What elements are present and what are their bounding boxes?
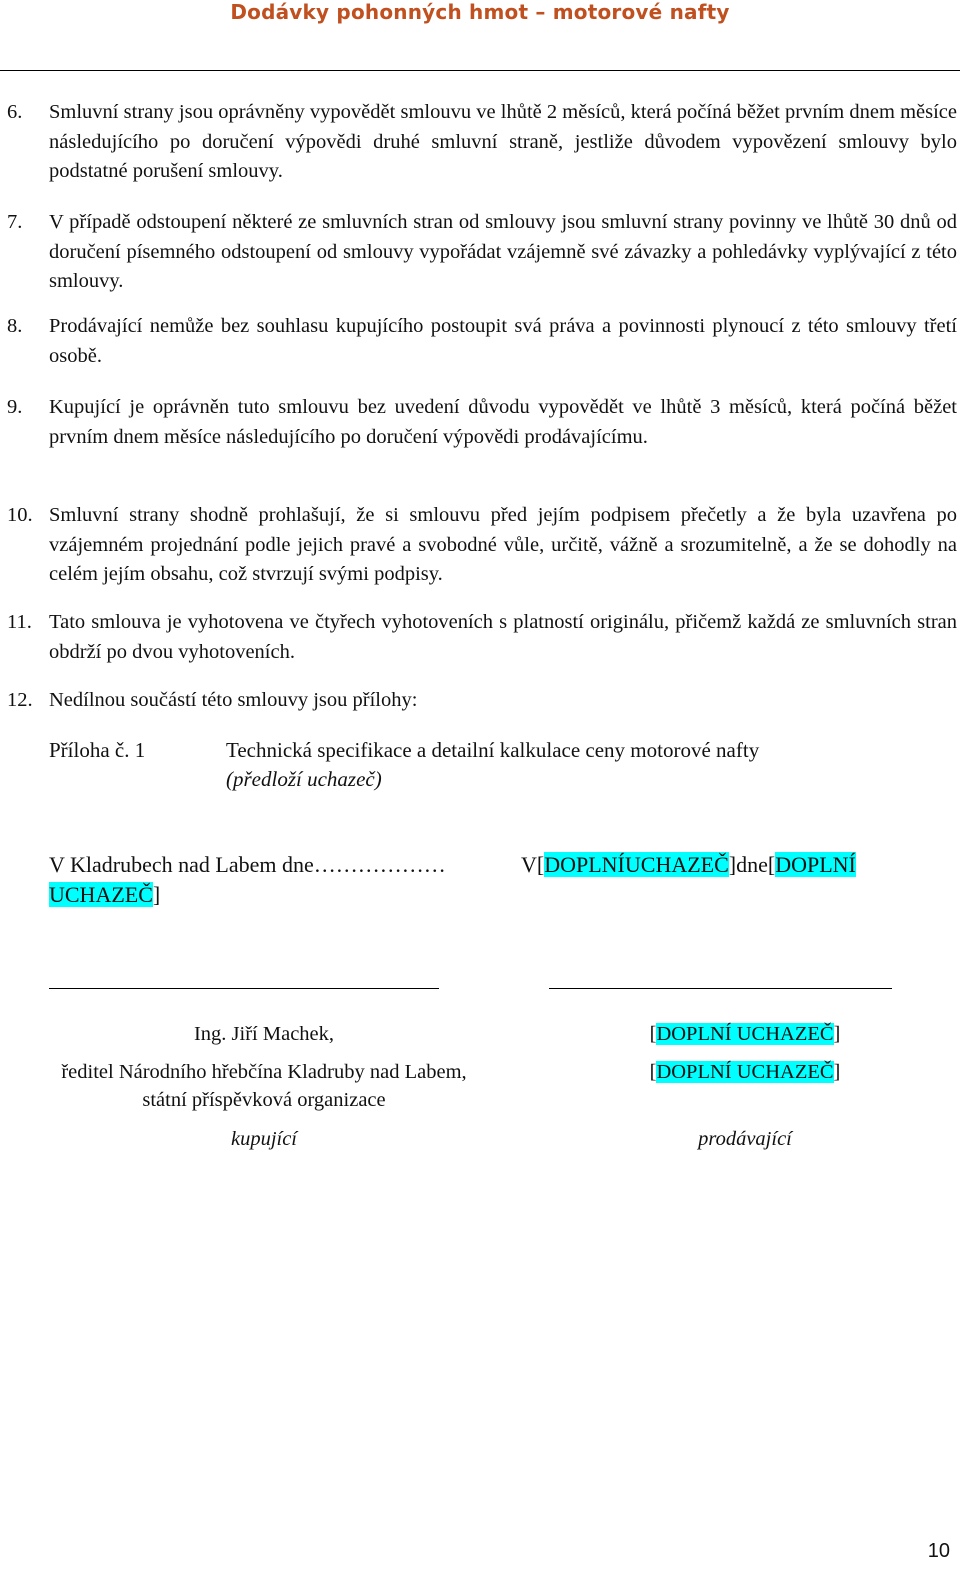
seller-role: prodávající <box>698 1128 792 1150</box>
paragraph-number: 8. <box>7 315 23 337</box>
paragraph-number: 7. <box>7 211 23 233</box>
attachment-note: (předloží uchazeč) <box>226 767 382 791</box>
seller-date-line <box>521 850 856 880</box>
paragraph-text: Tato smlouva je vyhotovena ve čtyřech vyhotoveních s platností originálu, přičemž každá ze smluvních stran obdrží po dvou vyhotoveních. <box>49 611 957 663</box>
buyer-organization: státní příspěvková organizace <box>142 1089 386 1111</box>
seller-title-placeholder: DOPLNÍ UCHAZEČ <box>656 1061 834 1083</box>
paragraph-text: Kupující je oprávněn tuto smlouvu bez uvedení důvodu vypovědět ve lhůtě 3 měsíců, která počíná běžet prvním dnem měsíce následujícího po doručení výpovědi prodávajícímu. <box>49 396 957 448</box>
paragraph-number: 6. <box>7 101 23 123</box>
seller-place-placeholder: DOPLNÍUCHAZEČ <box>544 852 729 877</box>
seller-signature-line <box>549 988 892 989</box>
header-title: Dodávky pohonných hmot – motorové nafty <box>230 0 730 24</box>
paragraph-number: 10. <box>7 504 33 526</box>
paragraph-text: Prodávající nemůže bez souhlasu kupujícího postoupit svá práva a povinnosti plynoucí z této smlouvy třetí osobě. <box>49 315 957 367</box>
page-header <box>0 0 960 72</box>
paragraph-text: Nedílnou součástí této smlouvy jsou přílohy: <box>49 689 418 711</box>
paragraph-text: V případě odstoupení některé ze smluvních stran od smlouvy jsou smluvní strany povinny ve lhůtě 30 dnů od doručení písemného odstoupení od smlouvy vypořádat vzájemně své závazky a pohledávky vyplývající z této smlouvy. <box>49 211 957 293</box>
paragraph-12 <box>7 686 957 716</box>
buyer-name: Ing. Jiří Machek, <box>193 1023 335 1045</box>
seller-date-v: V[ <box>521 852 545 877</box>
seller-date-mid: ]dne[ <box>728 852 776 877</box>
paragraph-6 <box>7 98 957 187</box>
paragraph-11 <box>7 608 957 667</box>
bracket: ] <box>152 882 161 907</box>
paragraph-8 <box>7 312 957 371</box>
paragraph-10 <box>7 501 957 590</box>
paragraph-text: Smluvní strany jsou oprávněny vypovědět smlouvu ve lhůtě 2 měsíců, která počíná běžet prvním dnem měsíce následujícího po doručení výpovědi druhé smluvní straně, jestliže důvodem vypovězení smlouvy bylo podstatné porušení smlouvy. <box>49 101 957 183</box>
paragraph-text: Smluvní strany shodně prohlašují, že si smlouvu před jejím podpisem přečetly a že byla uzavřena po vzájemném projednání podle jejich pravé a svobodné vůle, určitě, vážně a srozumitelně, a že se dohodly na celém jejím obsahu, což stvrzují svými podpisy. <box>49 504 957 586</box>
paragraph-9 <box>7 393 957 452</box>
seller-title: [DOPLNÍ UCHAZEČ] <box>649 1061 841 1083</box>
buyer-role: kupující <box>230 1128 298 1150</box>
paragraph-number: 9. <box>7 396 23 418</box>
buyer-date-placeholder: UCHAZEČ <box>49 882 153 907</box>
paragraph-number: 11. <box>7 611 32 633</box>
page-number: 10 <box>927 1540 950 1562</box>
paragraph-number: 12. <box>7 689 33 711</box>
seller-name: [DOPLNÍ UCHAZEČ] <box>649 1023 841 1045</box>
buyer-title: ředitel Národního hřebčína Kladruby nad Labem, <box>61 1061 467 1083</box>
attachment-description: Technická specifikace a detailní kalkulace ceny motorové nafty <box>226 738 760 762</box>
buyer-date-line <box>49 850 446 910</box>
attachment-label: Příloha č. 1 <box>49 738 146 762</box>
paragraph-7 <box>7 208 957 297</box>
seller-name-placeholder: DOPLNÍ UCHAZEČ <box>656 1023 834 1045</box>
header-rule <box>0 70 960 71</box>
buyer-date-text: V Kladrubech nad Labem dne……………… <box>49 852 446 877</box>
seller-date-placeholder: DOPLNÍ <box>775 852 856 877</box>
buyer-signature-line <box>49 988 439 989</box>
